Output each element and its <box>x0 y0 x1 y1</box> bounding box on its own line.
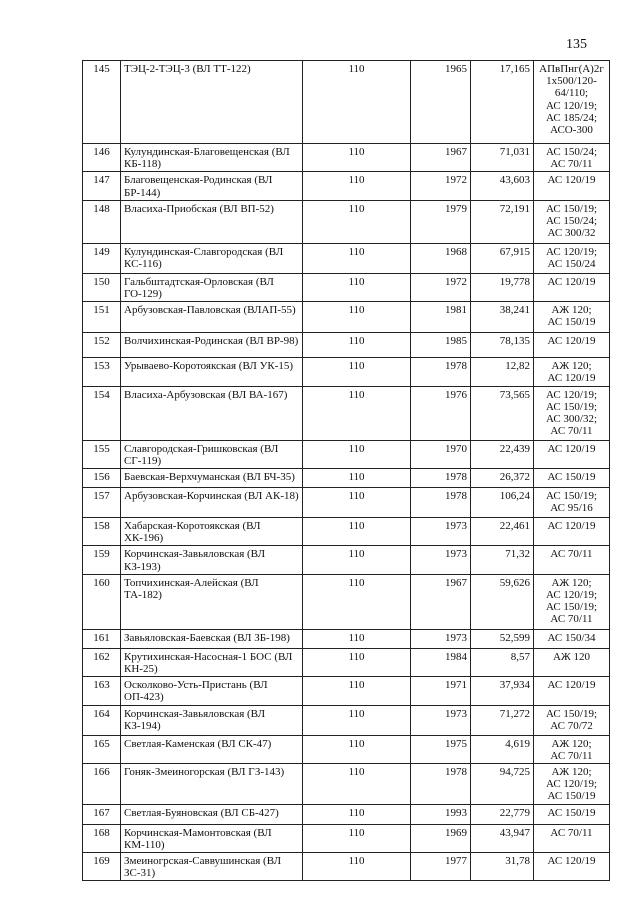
commission-year-cell: 1978 <box>411 358 471 386</box>
table-body <box>83 61 610 881</box>
commission-year-cell: 1973 <box>411 546 471 574</box>
wire-type-cell <box>534 546 610 574</box>
wire-type-cell <box>534 488 610 518</box>
line-name-cell: Корчинская-Завьяловская (ВЛ КЗ-193) <box>121 546 303 574</box>
line-length-cell: 19,778 <box>471 273 534 301</box>
wire-type-cell <box>534 172 610 200</box>
wire-type-line: АС 70/11 <box>550 158 593 171</box>
wire-type-cell <box>534 677 610 705</box>
row-number-cell: 149 <box>83 243 121 273</box>
wire-type-cell <box>534 440 610 468</box>
commission-year-cell: 1968 <box>411 243 471 273</box>
commission-year-cell: 1973 <box>411 518 471 546</box>
line-length-cell: 8,57 <box>471 648 534 676</box>
line-length-cell: 22,779 <box>471 804 534 824</box>
row-number-cell: 154 <box>83 386 121 440</box>
wire-type-line: АС 120/19 <box>547 520 596 533</box>
wire-type-line: АПвПнг(А)2г <box>539 63 604 75</box>
wire-type-line: 1х500/120- <box>546 75 597 88</box>
wire-type-cell <box>534 629 610 648</box>
wire-type-cell <box>534 518 610 546</box>
line-name-cell: Волчихинская-Родинская (ВЛ ВР-98) <box>121 333 303 358</box>
row-number-cell: 162 <box>83 648 121 676</box>
line-length-cell: 38,241 <box>471 302 534 333</box>
line-name-cell: Змеиногрская-Саввушинская (ВЛ ЗС-31) <box>121 853 303 881</box>
voltage-cell: 110 <box>303 333 411 358</box>
wire-type-line: АС 150/24; <box>545 215 598 228</box>
wire-type-line: АС 70/11 <box>550 425 593 438</box>
power-lines-table <box>82 60 610 881</box>
wire-type-cell <box>534 273 610 301</box>
line-length-cell: 78,135 <box>471 333 534 358</box>
table-row <box>83 273 610 301</box>
row-number-cell: 150 <box>83 273 121 301</box>
wire-type-line: АСО-300 <box>550 124 593 137</box>
wire-type-line: АС 120/19 <box>547 442 596 455</box>
commission-year-cell: 1981 <box>411 302 471 333</box>
voltage-cell: 110 <box>303 358 411 386</box>
commission-year-cell: 1973 <box>411 629 471 648</box>
line-length-cell: 106,24 <box>471 488 534 518</box>
line-length-cell: 52,599 <box>471 629 534 648</box>
row-number-cell: 146 <box>83 144 121 172</box>
voltage-cell: 110 <box>303 824 411 852</box>
wire-type-line: АС 150/19 <box>547 806 596 819</box>
line-length-cell: 43,603 <box>471 172 534 200</box>
line-length-cell: 17,165 <box>471 61 534 144</box>
table-row <box>83 488 610 518</box>
voltage-cell: 110 <box>303 469 411 488</box>
wire-type-line: АС 120/19 <box>547 275 596 288</box>
voltage-cell: 110 <box>303 629 411 648</box>
table-row <box>83 243 610 273</box>
line-name-cell: ТЭЦ-2-ТЭЦ-3 (ВЛ ТТ-122) <box>121 61 303 144</box>
voltage-cell: 110 <box>303 648 411 676</box>
row-number-cell: 164 <box>83 705 121 735</box>
line-length-cell: 71,32 <box>471 546 534 574</box>
table-row <box>83 386 610 440</box>
table-row <box>83 469 610 488</box>
wire-type-line: АС 120/19; <box>545 99 598 112</box>
table-row <box>83 358 610 386</box>
commission-year-cell: 1970 <box>411 440 471 468</box>
wire-type-line: АС 120/19; <box>545 778 598 791</box>
wire-type-line: АС 120/19; <box>545 589 598 602</box>
wire-type-line: АС 120/19 <box>547 174 596 187</box>
table-row <box>83 677 610 705</box>
commission-year-cell: 1969 <box>411 824 471 852</box>
line-length-cell: 72,191 <box>471 200 534 243</box>
row-number-cell: 151 <box>83 302 121 333</box>
wire-type-line: АС 70/72 <box>550 719 593 732</box>
table-row <box>83 648 610 676</box>
line-length-cell: 22,439 <box>471 440 534 468</box>
wire-type-cell <box>534 333 610 358</box>
wire-type-cell <box>534 574 610 629</box>
commission-year-cell: 1967 <box>411 574 471 629</box>
wire-type-line: АЖ 120 <box>552 650 591 663</box>
wire-type-line: АС 70/11 <box>550 826 593 839</box>
row-number-cell: 153 <box>83 358 121 386</box>
table-row <box>83 518 610 546</box>
line-name-cell: Славгородская-Гришковская (ВЛ СГ-119) <box>121 440 303 468</box>
wire-type-cell <box>534 358 610 386</box>
wire-type-line: АС 70/11 <box>550 749 593 762</box>
page-number: 135 <box>566 37 587 52</box>
voltage-cell: 110 <box>303 804 411 824</box>
row-number-cell: 167 <box>83 804 121 824</box>
wire-type-line: АС 120/19 <box>547 372 596 385</box>
table-row <box>83 705 610 735</box>
voltage-cell: 110 <box>303 200 411 243</box>
wire-type-line: АС 70/11 <box>550 613 593 626</box>
commission-year-cell: 1965 <box>411 61 471 144</box>
wire-type-cell <box>534 853 610 881</box>
wire-type-line: АС 150/19; <box>545 490 598 503</box>
table-row <box>83 172 610 200</box>
wire-type-line: АС 300/32 <box>547 227 596 240</box>
commission-year-cell: 1972 <box>411 172 471 200</box>
line-name-cell: Корчинская-Завьяловская (ВЛ КЗ-194) <box>121 705 303 735</box>
commission-year-cell: 1993 <box>411 804 471 824</box>
line-length-cell: 26,372 <box>471 469 534 488</box>
wire-type-line: АС 120/19; <box>545 245 598 258</box>
table-row <box>83 764 610 805</box>
line-name-cell: Кулундинская-Благовещенская (ВЛ КБ-118) <box>121 144 303 172</box>
row-number-cell: 163 <box>83 677 121 705</box>
row-number-cell: 145 <box>83 61 121 144</box>
wire-type-line: АС 120/19 <box>547 855 596 868</box>
line-name-cell: Топчихинская-Алейская (ВЛ ТА-182) <box>121 574 303 629</box>
wire-type-cell <box>534 144 610 172</box>
wire-type-line: АС 150/24 <box>547 258 596 271</box>
row-number-cell: 147 <box>83 172 121 200</box>
table-row <box>83 61 610 144</box>
wire-type-line: АС 150/19 <box>547 316 596 329</box>
line-length-cell: 94,725 <box>471 764 534 805</box>
line-name-cell: Урываево-Коротоякская (ВЛ УК-15) <box>121 358 303 386</box>
voltage-cell: 110 <box>303 735 411 763</box>
row-number-cell: 156 <box>83 469 121 488</box>
voltage-cell: 110 <box>303 273 411 301</box>
wire-type-line: АС 150/19; <box>545 202 598 215</box>
voltage-cell: 110 <box>303 386 411 440</box>
line-length-cell: 71,272 <box>471 705 534 735</box>
voltage-cell: 110 <box>303 546 411 574</box>
row-number-cell: 165 <box>83 735 121 763</box>
line-name-cell: Власиха-Приобская (ВЛ ВП-52) <box>121 200 303 243</box>
line-name-cell: Светлая-Каменская (ВЛ СК-47) <box>121 735 303 763</box>
voltage-cell: 110 <box>303 144 411 172</box>
commission-year-cell: 1975 <box>411 735 471 763</box>
commission-year-cell: 1967 <box>411 144 471 172</box>
commission-year-cell: 1978 <box>411 469 471 488</box>
voltage-cell: 110 <box>303 440 411 468</box>
line-length-cell: 71,031 <box>471 144 534 172</box>
wire-type-cell <box>534 302 610 333</box>
wire-type-line: 64/110; <box>554 87 589 100</box>
wire-type-line: АС 150/34 <box>547 631 596 644</box>
voltage-cell: 110 <box>303 61 411 144</box>
wire-type-line: АЖ 120; <box>551 576 592 589</box>
line-name-cell: Арбузовская-Павловская (ВЛАП-55) <box>121 302 303 333</box>
line-length-cell: 37,934 <box>471 677 534 705</box>
line-length-cell: 12,82 <box>471 358 534 386</box>
wire-type-line: АС 185/24; <box>545 111 598 124</box>
row-number-cell: 161 <box>83 629 121 648</box>
voltage-cell: 110 <box>303 243 411 273</box>
voltage-cell: 110 <box>303 518 411 546</box>
table-row <box>83 629 610 648</box>
commission-year-cell: 1978 <box>411 764 471 805</box>
commission-year-cell: 1984 <box>411 648 471 676</box>
table-row <box>83 440 610 468</box>
wire-type-line: АЖ 120; <box>551 360 592 373</box>
wire-type-line: АЖ 120; <box>551 766 592 779</box>
wire-type-cell <box>534 735 610 763</box>
line-length-cell: 31,78 <box>471 853 534 881</box>
wire-type-cell <box>534 243 610 273</box>
wire-type-line: АС 95/16 <box>550 502 593 515</box>
line-name-cell: Светлая-Буяновская (ВЛ СБ-427) <box>121 804 303 824</box>
table-row <box>83 824 610 852</box>
line-length-cell: 22,461 <box>471 518 534 546</box>
row-number-cell: 157 <box>83 488 121 518</box>
commission-year-cell: 1973 <box>411 705 471 735</box>
commission-year-cell: 1971 <box>411 677 471 705</box>
wire-type-line: АС 150/19; <box>545 601 598 614</box>
row-number-cell: 160 <box>83 574 121 629</box>
wire-type-line: АС 120/19 <box>547 335 596 348</box>
row-number-cell: 158 <box>83 518 121 546</box>
line-name-cell: Баевская-Верхчуманская (ВЛ БЧ-35) <box>121 469 303 488</box>
commission-year-cell: 1979 <box>411 200 471 243</box>
line-name-cell: Корчинская-Мамонтовская (ВЛ КМ-110) <box>121 824 303 852</box>
wire-type-line: АС 300/32; <box>545 413 598 426</box>
voltage-cell: 110 <box>303 488 411 518</box>
line-name-cell: Арбузовская-Корчинская (ВЛ АК-18) <box>121 488 303 518</box>
line-name-cell: Гальбштадтская-Орловская (ВЛ ГО-129) <box>121 273 303 301</box>
wire-type-cell <box>534 764 610 805</box>
table-row <box>83 144 610 172</box>
line-name-cell: Хабарская-Коротоякская (ВЛ ХК-196) <box>121 518 303 546</box>
wire-type-cell <box>534 469 610 488</box>
wire-type-cell <box>534 804 610 824</box>
voltage-cell: 110 <box>303 172 411 200</box>
voltage-cell: 110 <box>303 705 411 735</box>
line-name-cell: Осколково-Усть-Пристань (ВЛ ОП-423) <box>121 677 303 705</box>
line-name-cell: Гоняк-Змеиногорская (ВЛ ГЗ-143) <box>121 764 303 805</box>
row-number-cell: 168 <box>83 824 121 852</box>
wire-type-cell <box>534 200 610 243</box>
line-length-cell: 73,565 <box>471 386 534 440</box>
voltage-cell: 110 <box>303 677 411 705</box>
voltage-cell: 110 <box>303 764 411 805</box>
line-name-cell: Завьяловская-Баевская (ВЛ ЗБ-198) <box>121 629 303 648</box>
commission-year-cell: 1972 <box>411 273 471 301</box>
table-row <box>83 546 610 574</box>
wire-type-cell <box>534 61 610 144</box>
row-number-cell: 166 <box>83 764 121 805</box>
line-name-cell: Власиха-Арбузовская (ВЛ ВА-167) <box>121 386 303 440</box>
line-name-cell: Крутихинская-Насосная-1 БОС (ВЛ КН-25) <box>121 648 303 676</box>
commission-year-cell: 1978 <box>411 488 471 518</box>
wire-type-line: АС 150/19; <box>545 707 598 720</box>
table-row <box>83 853 610 881</box>
row-number-cell: 148 <box>83 200 121 243</box>
voltage-cell: 110 <box>303 853 411 881</box>
row-number-cell: 169 <box>83 853 121 881</box>
wire-type-line: АС 150/19 <box>547 471 596 484</box>
line-length-cell: 59,626 <box>471 574 534 629</box>
wire-type-cell <box>534 824 610 852</box>
line-length-cell: 67,915 <box>471 243 534 273</box>
row-number-cell: 159 <box>83 546 121 574</box>
table-row <box>83 200 610 243</box>
commission-year-cell: 1976 <box>411 386 471 440</box>
wire-type-cell <box>534 705 610 735</box>
wire-type-line: АС 70/11 <box>550 548 593 561</box>
wire-type-line: АС 150/24; <box>545 146 598 158</box>
wire-type-cell <box>534 386 610 440</box>
line-name-cell: Благовещенская-Родинская (ВЛ БР-144) <box>121 172 303 200</box>
table-row <box>83 302 610 333</box>
table-row <box>83 804 610 824</box>
line-length-cell: 4,619 <box>471 735 534 763</box>
commission-year-cell: 1977 <box>411 853 471 881</box>
wire-type-line: АЖ 120; <box>551 304 592 317</box>
wire-type-line: АС 120/19 <box>547 679 596 692</box>
line-name-cell: Кулундинская-Славгородская (ВЛ КС-116) <box>121 243 303 273</box>
voltage-cell: 110 <box>303 574 411 629</box>
wire-type-line: АС 150/19; <box>545 400 598 413</box>
wire-type-cell <box>534 648 610 676</box>
wire-type-line: АС 120/19; <box>545 388 598 401</box>
wire-type-line: АС 150/19 <box>547 790 596 803</box>
commission-year-cell: 1985 <box>411 333 471 358</box>
voltage-cell: 110 <box>303 302 411 333</box>
table-row <box>83 333 610 358</box>
row-number-cell: 155 <box>83 440 121 468</box>
row-number-cell: 152 <box>83 333 121 358</box>
wire-type-line: АЖ 120; <box>551 737 592 750</box>
table-row <box>83 574 610 629</box>
line-length-cell: 43,947 <box>471 824 534 852</box>
table-row <box>83 735 610 763</box>
